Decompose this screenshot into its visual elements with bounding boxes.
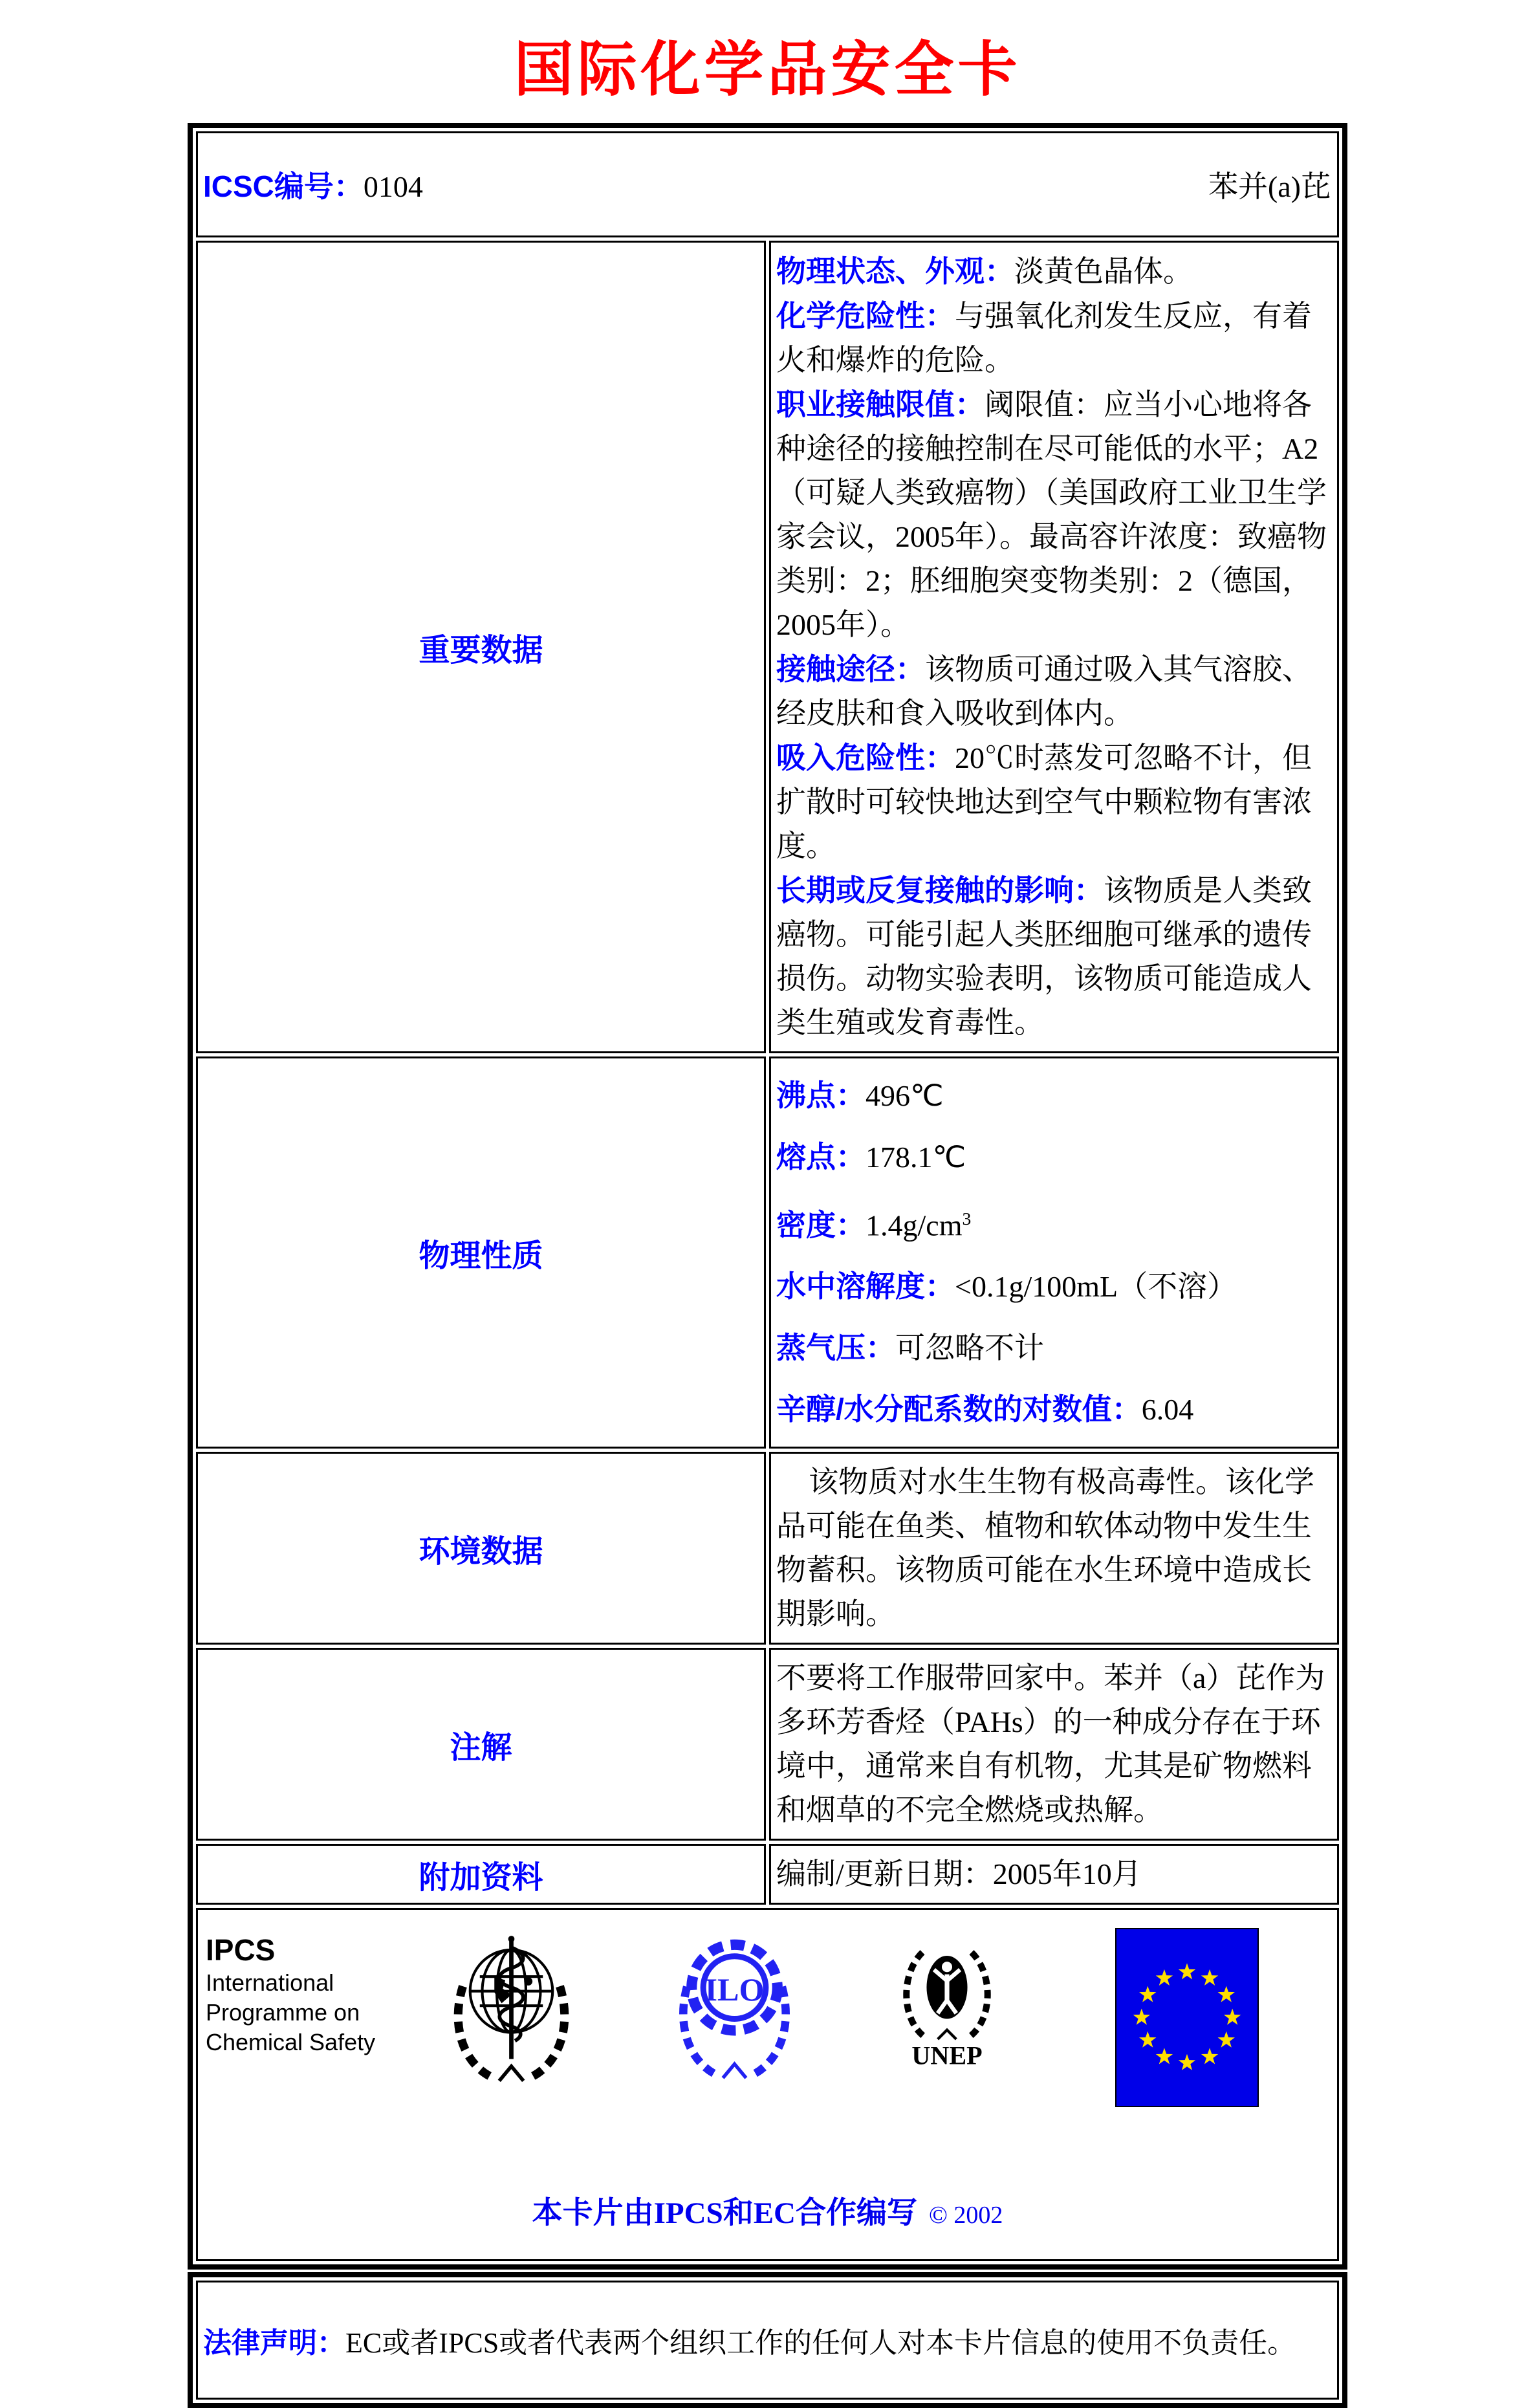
item-text: 该物质是人类致癌物。可能引起人类胚细胞可继承的遗传损伤。动物实验表明，该物质可能造成人类生殖或发育毒性。 bbox=[776, 874, 1312, 1039]
item-label: 蒸气压： bbox=[776, 1331, 895, 1365]
important-data-item bbox=[776, 249, 1329, 294]
property-item bbox=[776, 1317, 1329, 1379]
item-label: 长期或反复接触的影响： bbox=[776, 873, 1104, 907]
legal-text: EC或者IPCS或者代表两个组织工作的任何人对本卡片信息的使用不负责任。 bbox=[345, 2327, 1296, 2359]
item-text: 阈限值：应当小心地将各种途径的接触控制在尽可能低的水平；A2（可疑人类致癌物）（美国政府工业卫生学家会议，2005年）。最高容许浓度：致癌物类别：2；胚细胞突变物类别：2（德国，2005年）。 bbox=[776, 388, 1327, 641]
important-data-item bbox=[776, 382, 1329, 647]
item-text: 20℃时蒸发可忽略不计，但扩散时可较快地达到空气中颗粒物有害浓度。 bbox=[776, 741, 1312, 862]
ilo-logo-icon bbox=[665, 1928, 804, 2085]
important-data-item bbox=[776, 868, 1329, 1045]
legal-cell bbox=[196, 2281, 1339, 2400]
card-caption bbox=[198, 2189, 1337, 2232]
property-item bbox=[776, 1188, 1329, 1256]
item-text: 淡黄色晶体。 bbox=[1014, 255, 1193, 288]
item-text: 1.4g/cm bbox=[865, 1209, 963, 1242]
item-label: 化学危险性： bbox=[776, 299, 955, 333]
who-logo-icon bbox=[439, 1928, 584, 2089]
item-text: 178.1℃ bbox=[865, 1141, 966, 1174]
ipcs-line: International bbox=[206, 1969, 334, 1997]
item-text: <0.1g/100mL（不溶） bbox=[955, 1270, 1237, 1304]
important-data-item bbox=[776, 294, 1329, 382]
property-item bbox=[776, 1379, 1329, 1440]
header-cell bbox=[196, 131, 1339, 237]
item-label: 密度： bbox=[776, 1208, 865, 1242]
item-label: 接触途径： bbox=[776, 652, 925, 686]
item-label: 物理状态、外观： bbox=[776, 254, 1014, 288]
legal-table bbox=[188, 2272, 1347, 2408]
unep-letters: UNEP bbox=[911, 2041, 983, 2068]
icsc-card-page bbox=[0, 22, 1535, 2408]
item-text: 与强氧化剂发生反应，有着火和爆炸的危险。 bbox=[776, 300, 1312, 377]
item-label: 职业接触限值： bbox=[776, 388, 985, 421]
logos-row bbox=[196, 1908, 1339, 2261]
notes-text: 不要将工作服带回家中。苯并（a）芘作为多环芳香烃（PAHs）的一种成分存在于环境中，通常来自有机物，尤其是矿物燃料和烟草的不完全燃烧或热解。 bbox=[776, 1661, 1325, 1827]
physical-properties-row bbox=[196, 1056, 1339, 1449]
notes-content bbox=[769, 1648, 1339, 1841]
ipcs-text-block bbox=[206, 1932, 375, 2057]
important-data-item bbox=[776, 647, 1329, 736]
item-superscript: 3 bbox=[962, 1209, 972, 1229]
chemical-name: 苯并(a)芘 bbox=[1208, 170, 1331, 203]
page-title: 国际化学品安全卡 bbox=[514, 37, 1021, 103]
additional-info-text: 编制/更新日期：2005年10月 bbox=[776, 1857, 1142, 1891]
property-item bbox=[776, 1256, 1329, 1317]
logos-cell bbox=[196, 1908, 1339, 2261]
environmental-data-text: 该物质对水生生物有极高毒性。该化学品可能在鱼类、植物和软体动物中发生生物蓄积。该物质可能在水生环境中造成长期影响。 bbox=[776, 1465, 1314, 1631]
item-text: 该物质可通过吸入其气溶胶、经皮肤和食入吸收到体内。 bbox=[776, 653, 1312, 730]
item-text: 6.04 bbox=[1141, 1393, 1194, 1427]
additional-info-content bbox=[769, 1844, 1339, 1905]
environmental-data-content bbox=[769, 1452, 1339, 1645]
ipcs-line: Chemical Safety bbox=[206, 2029, 376, 2056]
unep-logo-icon bbox=[891, 1928, 1003, 2070]
item-label: 辛醇/水分配系数的对数值： bbox=[776, 1392, 1142, 1427]
environmental-data-row bbox=[196, 1452, 1339, 1645]
additional-info-row bbox=[196, 1844, 1339, 1905]
item-text: 496℃ bbox=[865, 1079, 944, 1112]
legal-label: 法律声明： bbox=[203, 2327, 345, 2359]
important-data-row-label: 重要数据 bbox=[196, 241, 766, 1053]
icsc-number-label: ICSC编号： bbox=[203, 170, 364, 203]
item-label: 沸点： bbox=[776, 1078, 865, 1112]
notes-row bbox=[196, 1648, 1339, 1841]
icsc-number bbox=[203, 163, 423, 206]
environmental-data-row-label: 环境数据 bbox=[196, 1452, 766, 1645]
legal-row bbox=[196, 2281, 1339, 2400]
additional-info-row-label: 附加资料 bbox=[196, 1844, 766, 1905]
property-item bbox=[776, 1126, 1329, 1188]
item-label: 熔点： bbox=[776, 1140, 865, 1174]
eu-flag-icon bbox=[1115, 1928, 1259, 2110]
header-row bbox=[196, 131, 1339, 237]
item-label: 水中溶解度： bbox=[776, 1269, 955, 1304]
physical-properties-content bbox=[769, 1056, 1339, 1449]
icsc-table bbox=[188, 123, 1347, 2270]
important-data-row bbox=[196, 241, 1339, 1053]
item-label: 吸入危险性： bbox=[776, 741, 955, 774]
copyright-text: © 2002 bbox=[929, 2202, 1003, 2229]
caption-text: 本卡片由IPCS和EC合作编写 bbox=[532, 2196, 917, 2231]
ilo-letters: ILO bbox=[704, 1971, 765, 2008]
ipcs-line: Programme on bbox=[206, 1999, 360, 2026]
physical-properties-row-label: 物理性质 bbox=[196, 1056, 766, 1449]
icsc-number-value: 0104 bbox=[363, 170, 423, 203]
icsc-card bbox=[188, 123, 1347, 2408]
property-item bbox=[776, 1065, 1329, 1126]
important-data-content bbox=[769, 241, 1339, 1053]
ipcs-acronym: IPCS bbox=[206, 1933, 276, 1967]
item-text: 可忽略不计 bbox=[895, 1331, 1044, 1365]
notes-row-label: 注解 bbox=[196, 1648, 766, 1841]
important-data-item bbox=[776, 736, 1329, 868]
